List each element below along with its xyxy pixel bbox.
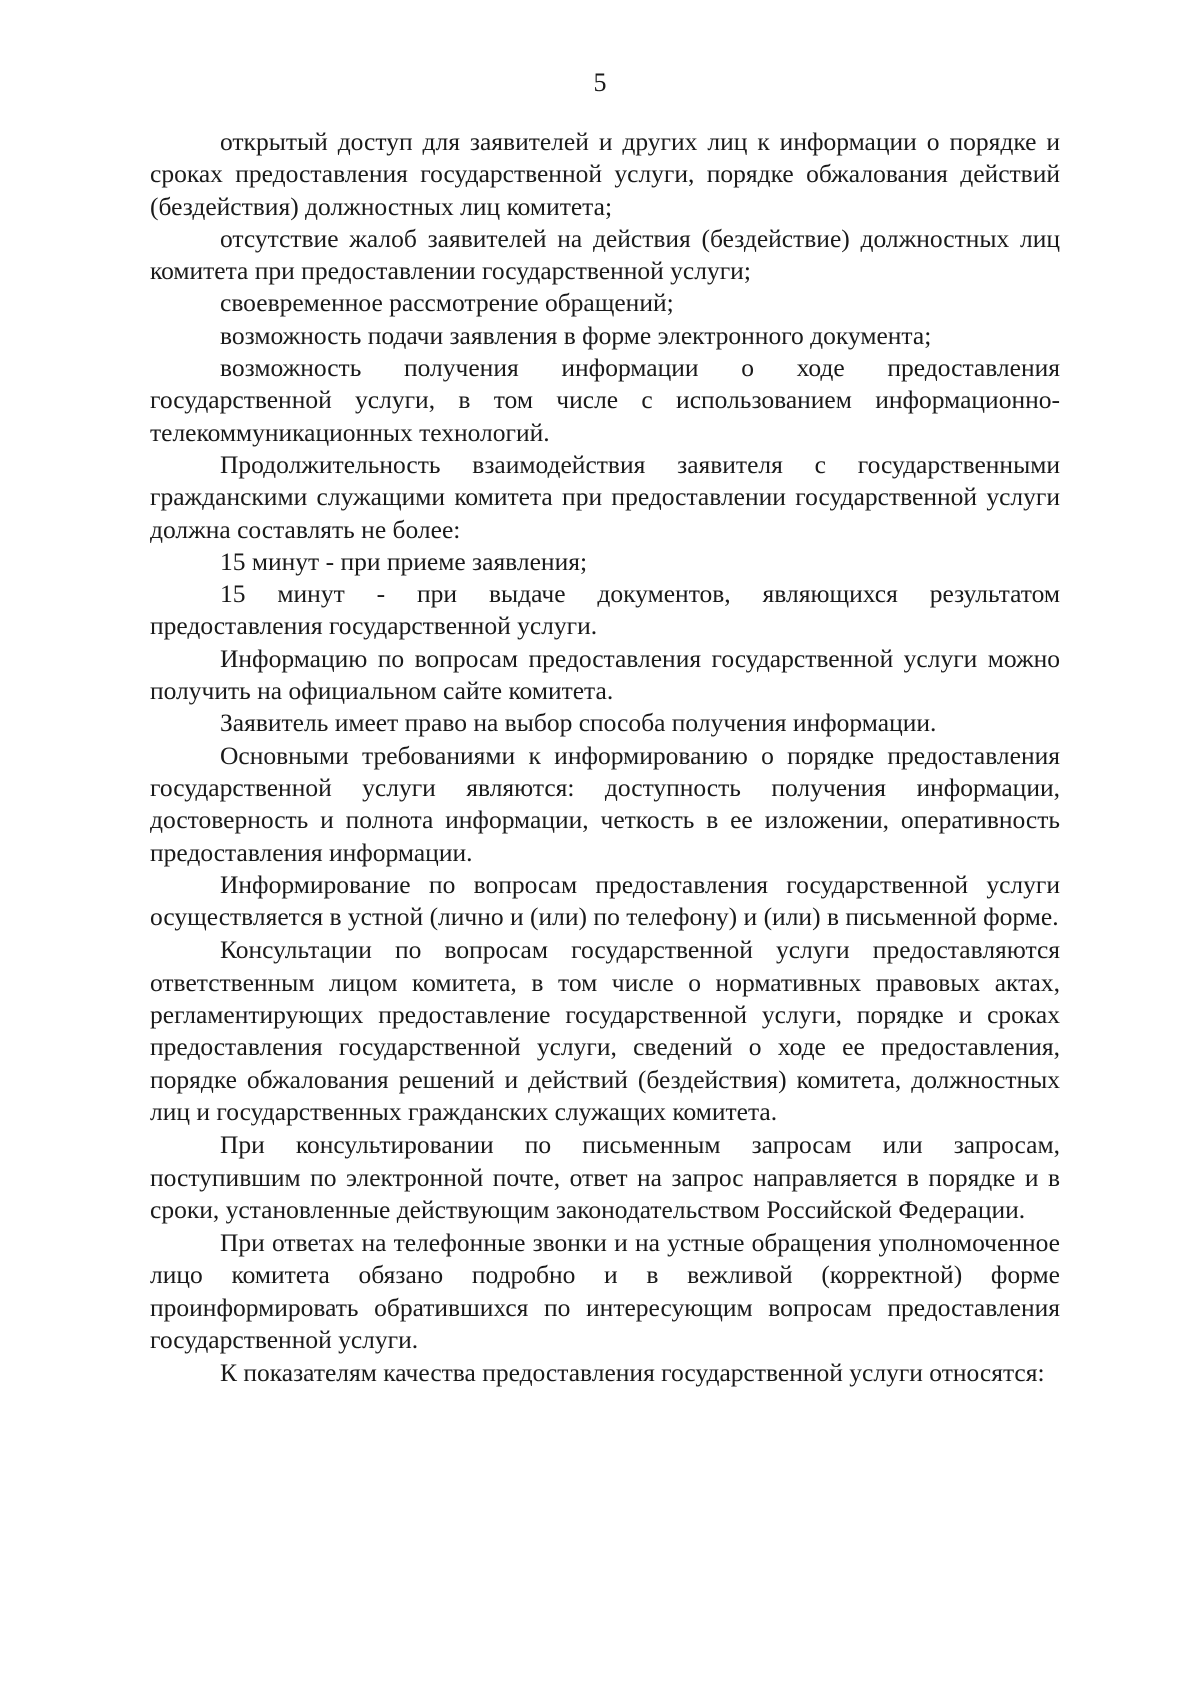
paragraph: При ответах на телефонные звонки и на устные обращения уполномоченное лицо комитета обязано подробно и в вежливой (корректной) форме проинформировать обратившихся по интересующим вопросам предоставления государственной услуги. — [150, 1228, 1060, 1354]
paragraph: возможность подачи заявления в форме электронного документа; — [220, 320, 932, 350]
paragraph: Продолжительность взаимодействия заявителя с государственными гражданскими служащими комитета при предоставлении государственной услуги должна составлять не более: — [150, 449, 1060, 544]
page-number: 5 — [593, 68, 607, 97]
paragraph: отсутствие жалоб заявителей на действия (бездействие) должностных лиц комитета при предоставлении государственной услуги; — [150, 223, 1060, 286]
paragraph: Информирование по вопросам предоставления государственной услуги осуществляется в устной (лично и (или) по телефону) и (или) в письменной форме. — [150, 869, 1060, 932]
paragraph: открытый доступ для заявителей и других лиц к информации о порядке и сроках предоставления государственной услуги, порядке обжалования действий (бездействия) должностных лиц комитета; — [150, 127, 1060, 221]
paragraph: К показателям качества предоставления государственной услуги относятся: — [220, 1358, 1045, 1388]
paragraph: При консультировании по письменным запросам или запросам, поступившим по электронной почте, ответ на запрос направляется в порядке и в сроки, установленные действующим законодательством Российской Федерации. — [150, 1130, 1060, 1224]
paragraph: Заявитель имеет право на выбор способа получения информации. — [220, 708, 937, 738]
paragraph: 15 минут - при выдаче документов, являющихся результатом предоставления государственной услуги. — [150, 579, 1060, 641]
paragraph: своевременное рассмотрение обращений; — [220, 288, 674, 318]
paragraph: Консультации по вопросам государственной услуги предоставляются ответственным лицом комитета, в том числе о нормативных правовых актах, регламентирующих предоставление государственной услуги, порядке и сроках предоставления государственной услуги, сведений о ходе ее предоставления, порядке обжалования решений и действий (бездействия) комитета, должностных лиц и государственных гражданских служащих комитета. — [150, 935, 1060, 1126]
paragraph: возможность получения информации о ходе предоставления государственной услуги, в том числе с использованием информационно-телекоммуникационных технологий. — [150, 353, 1060, 447]
paragraph: 15 минут - при приеме заявления; — [220, 546, 588, 576]
document-body — [150, 126, 1060, 1390]
paragraph: Основными требованиями к информированию о порядке предоставления государственной услуги являются: доступность получения информации, достоверность и полнота информации, четкость в ее изложении, оперативность предоставления информации. — [150, 740, 1060, 867]
paragraph: Информацию по вопросам предоставления государственной услуги можно получить на официальном сайте комитета. — [150, 643, 1060, 706]
